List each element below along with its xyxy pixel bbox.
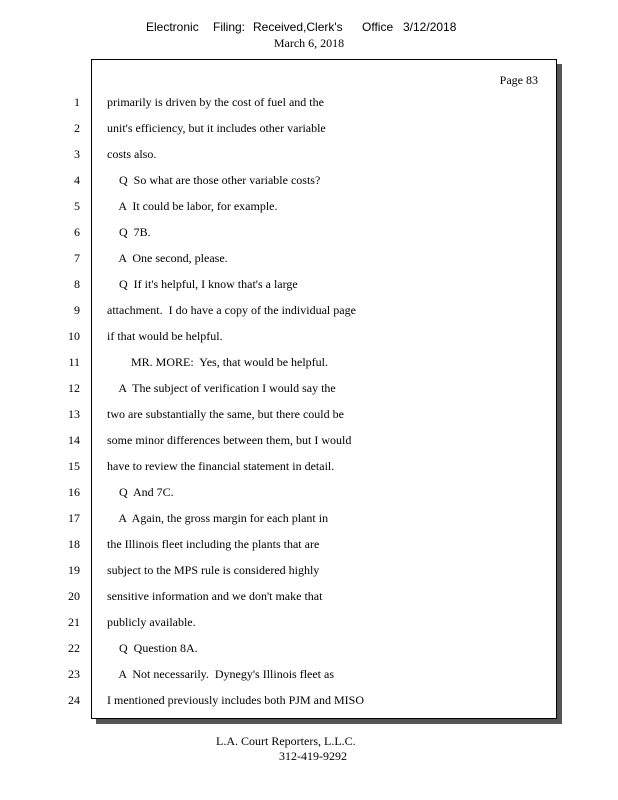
line-text: if that would be helpful. [107, 329, 223, 343]
line-number: 16 [68, 485, 80, 499]
line-text: I mentioned previously includes both PJM and MISO [107, 693, 364, 707]
filing-stamp [0, 20, 618, 36]
line-text: two are substantially the same, but there could be [107, 407, 344, 421]
line-number: 4 [74, 173, 80, 187]
line-text: some minor differences between them, but I would [107, 433, 352, 447]
line-number: 21 [68, 615, 80, 629]
line-text: sensitive information and we don't make that [107, 589, 323, 603]
line-number: 12 [68, 381, 80, 395]
stamp-received-clerks: Received,Clerk's [253, 20, 343, 34]
line-text: subject to the MPS rule is considered highly [107, 563, 320, 577]
stamp-filing: Filing: [213, 20, 246, 34]
line-text: MR. MORE: Yes, that would be helpful. [107, 355, 329, 369]
line-number: 22 [68, 641, 80, 655]
line-number: 11 [68, 355, 80, 369]
line-text: Q Question 8A. [107, 641, 198, 655]
line-text: Q And 7C. [107, 485, 174, 499]
line-text: the Illinois fleet including the plants that are [107, 537, 320, 551]
line-number: 20 [68, 589, 80, 603]
line-number: 2 [74, 121, 80, 135]
stamp-office: Office [362, 20, 394, 34]
line-number: 13 [68, 407, 80, 421]
line-number: 10 [68, 329, 80, 343]
line-number: 7 [74, 251, 80, 265]
line-number: 24 [68, 693, 80, 707]
line-text: attachment. I do have a copy of the individual page [107, 303, 356, 317]
line-text: A The subject of verification I would say the [107, 381, 336, 395]
line-text: costs also. [107, 147, 157, 161]
line-number: 8 [74, 277, 80, 291]
footer-phone-number: 312-419-9292 [279, 749, 347, 763]
line-text: A It could be labor, for example. [107, 199, 278, 213]
line-number: 23 [68, 667, 80, 681]
line-text: Q If it's helpful, I know that's a large [107, 277, 298, 291]
line-number: 18 [68, 537, 80, 551]
line-text: unit's efficiency, but it includes other variable [107, 121, 326, 135]
line-text: have to review the financial statement in detail. [107, 459, 335, 473]
line-text: A Not necessarily. Dynegy's Illinois fleet as [107, 667, 335, 681]
line-text: A Again, the gross margin for each plant in [107, 511, 329, 525]
page-number: Page 83 [499, 73, 538, 87]
line-number: 19 [68, 563, 80, 577]
line-text: primarily is driven by the cost of fuel and the [107, 95, 324, 109]
stamp-date: 3/12/2018 [403, 20, 457, 34]
line-number: 15 [68, 459, 80, 473]
line-text: publicly available. [107, 615, 196, 629]
line-number: 5 [74, 199, 80, 213]
line-number: 14 [68, 433, 80, 447]
line-number: 6 [74, 225, 80, 239]
line-text: Q So what are those other variable costs? [107, 173, 321, 187]
stamp-electronic: Electronic [146, 20, 199, 34]
line-text: A One second, please. [107, 251, 228, 265]
filed-date: March 6, 2018 [273, 36, 345, 50]
line-number: 3 [74, 147, 80, 161]
line-number: 17 [68, 511, 80, 525]
line-number: 9 [74, 303, 80, 317]
footer-company-name: L.A. Court Reporters, L.L.C. [216, 734, 356, 748]
line-number: 1 [74, 95, 80, 109]
line-text: Q 7B. [107, 225, 151, 239]
